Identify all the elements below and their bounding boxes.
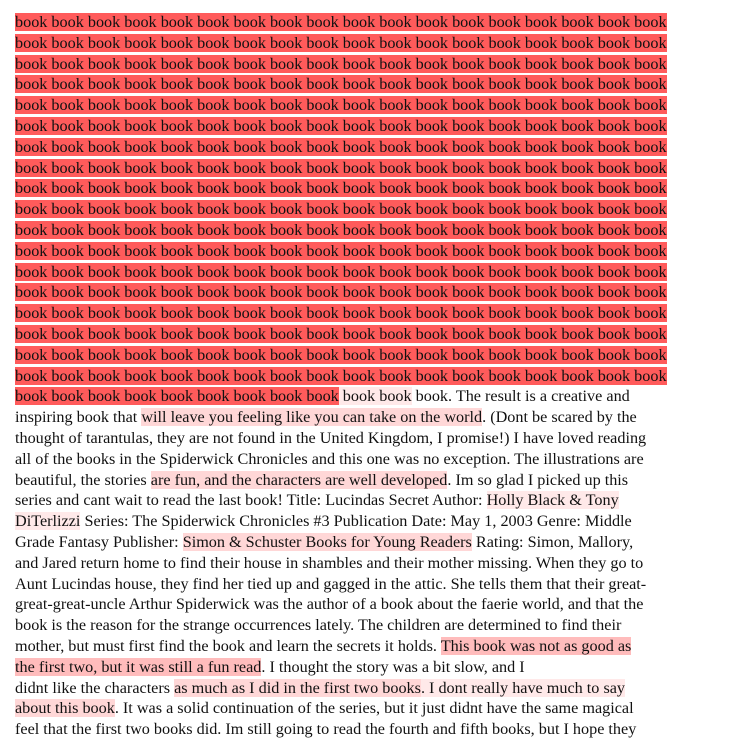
plain-text: and Jared return home to find their house in shambles and their mother missing. When they go to bbox=[15, 553, 644, 572]
highlighted-repeated-words: book book book book book book book book book book book book book book book book book book bbox=[15, 262, 667, 281]
text-line bbox=[15, 366, 725, 387]
text-line bbox=[15, 12, 725, 33]
plain-text: . (Dont be scared by the bbox=[482, 408, 637, 427]
text-line bbox=[15, 719, 725, 740]
faint-highlight-span: DiTerlizzi bbox=[15, 512, 81, 531]
plain-text: feel that the first two books did. Im still going to read the fourth and fifth books, but I hope they bbox=[15, 720, 637, 739]
text-line bbox=[15, 470, 725, 491]
text-line bbox=[15, 386, 725, 407]
faint-highlight-span: Holly Black & Tony bbox=[486, 491, 619, 510]
text-line bbox=[15, 698, 725, 719]
text-line bbox=[15, 220, 725, 241]
text-line bbox=[15, 303, 725, 324]
plain-text: Grade Fantasy Publisher: bbox=[15, 532, 183, 551]
plain-text: . Im so glad I picked up this bbox=[447, 470, 629, 489]
highlighted-repeated-words: book book book book book book book book book book book book book book book book book book bbox=[15, 366, 667, 385]
text-line bbox=[15, 33, 725, 54]
highlighted-repeated-words: book book book book book book book book book book book book book book book book book book bbox=[15, 220, 667, 239]
text-line bbox=[15, 532, 725, 553]
highlight-span: Simon & Schuster Books for Young Readers bbox=[182, 532, 472, 551]
plain-text: great-great-uncle Arthur Spiderwick was the author of a book about the faerie world, and that the bbox=[15, 595, 644, 614]
text-line bbox=[15, 158, 725, 179]
highlight-span: the first two, but it was still a fun read bbox=[15, 657, 262, 676]
text-line bbox=[15, 282, 725, 303]
highlight-span: as much as I did in the first two books bbox=[174, 678, 421, 697]
highlighted-repeated-words: book book book book book book book book book book book book book book book book book book bbox=[15, 324, 667, 343]
text-line bbox=[15, 636, 725, 657]
text-line bbox=[15, 262, 725, 283]
text-line bbox=[15, 95, 725, 116]
highlighted-repeated-words: book book book book book book book book book book book book book book book book book book bbox=[15, 241, 667, 260]
highlighted-repeated-words: book book book book book book book book book book book book book book book book book book bbox=[15, 13, 667, 31]
highlighted-repeated-words: book book book book book book book book book book book book book book book book book book bbox=[15, 33, 667, 52]
plain-text: . It was a solid continuation of the series, but it just didnt have the same magical bbox=[114, 699, 634, 718]
text-line bbox=[15, 678, 725, 699]
text-line bbox=[15, 428, 725, 449]
highlighted-repeated-words: book book book book book book book book book book book book book book book book book book bbox=[15, 283, 667, 302]
text-line bbox=[15, 511, 725, 532]
plain-text: all of the books in the Spiderwick Chronicles and this one was no exception. The illustrations are bbox=[15, 449, 644, 468]
plain-text: beautiful, the stories bbox=[15, 470, 151, 489]
text-line bbox=[15, 137, 725, 158]
plain-text: inspiring book that bbox=[15, 408, 142, 427]
plain-text: book is the reason for the strange occurrences lately. The children are determined to find their bbox=[15, 616, 622, 635]
highlight-span: are fun, and the characters are well developed bbox=[150, 470, 448, 489]
highlighted-repeated-words: book book book book book book book book book book book book book book book book book book bbox=[15, 96, 667, 115]
text-line bbox=[15, 324, 725, 345]
text-line bbox=[15, 594, 725, 615]
highlighted-repeated-words: book book book book book book book book book book book book book book book book book book bbox=[15, 75, 667, 94]
plain-text: series and cant wait to read the last book! Title: Lucindas Secret Author: bbox=[15, 491, 487, 510]
highlight-span: about this book bbox=[15, 699, 115, 718]
text-line bbox=[15, 199, 725, 220]
text-line bbox=[15, 449, 725, 470]
plain-text: Aunt Lucindas house, they find her tied up and gagged in the attic. She tells them that their great- bbox=[15, 574, 647, 593]
plain-text: book. The result is a creative and bbox=[411, 387, 630, 406]
text-line bbox=[15, 74, 725, 95]
highlighted-repeated-words: book book book book book book book book book book book book book book book book book book bbox=[15, 179, 667, 198]
highlighted-repeated-words: book book book book book book book book book book book book book book book book book book bbox=[15, 54, 667, 73]
review-text bbox=[15, 12, 725, 740]
text-line bbox=[15, 553, 725, 574]
plain-text: Series: The Spiderwick Chronicles #3 Publication Date: May 1, 2003 Genre: Middle bbox=[80, 512, 632, 531]
highlight-span: will leave you feeling like you can take on the world bbox=[141, 408, 483, 427]
text-line bbox=[15, 116, 725, 137]
highlighted-repeated-words: book book book book book book book book book book book book book book book book book book bbox=[15, 345, 667, 364]
highlighted-repeated-words: book book book book book book book book book book book book book book book book book book bbox=[15, 116, 667, 135]
highlighted-repeated-words: book book book book book book book book book book book book book book book book book book bbox=[15, 304, 667, 323]
plain-text: thought of tarantulas, they are not found in the United Kingdom, I promise!) I have loved reading bbox=[15, 428, 647, 447]
highlighted-repeated-words: book book book book book book book book book book book book book book book book book book bbox=[15, 200, 667, 219]
text-line bbox=[15, 407, 725, 428]
plain-text: mother, but must first find the book and learn the secrets it holds. bbox=[15, 636, 441, 655]
highlighted-repeated-words: book book book book book book book book book book book book book book book book book book bbox=[15, 158, 667, 177]
text-line bbox=[15, 657, 725, 678]
text-line bbox=[15, 178, 725, 199]
plain-text: didnt like the characters bbox=[15, 678, 175, 697]
text-line bbox=[15, 345, 725, 366]
text-line bbox=[15, 241, 725, 262]
text-line bbox=[15, 490, 725, 511]
faint-highlight-span: book book bbox=[338, 387, 412, 406]
plain-text: . I thought the story was a bit slow, and I bbox=[261, 657, 525, 676]
highlighted-repeated-words: book book book book book book book book book bbox=[15, 387, 339, 406]
faint-highlight-span: . I dont really have much to say bbox=[420, 678, 626, 697]
text-line bbox=[15, 54, 725, 75]
text-line bbox=[15, 574, 725, 595]
text-line bbox=[15, 615, 725, 636]
plain-text: Rating: Simon, Mallory, bbox=[471, 532, 634, 551]
highlight-span: This book was not as good as bbox=[440, 636, 632, 655]
highlighted-repeated-words: book book book book book book book book book book book book book book book book book book bbox=[15, 137, 667, 156]
